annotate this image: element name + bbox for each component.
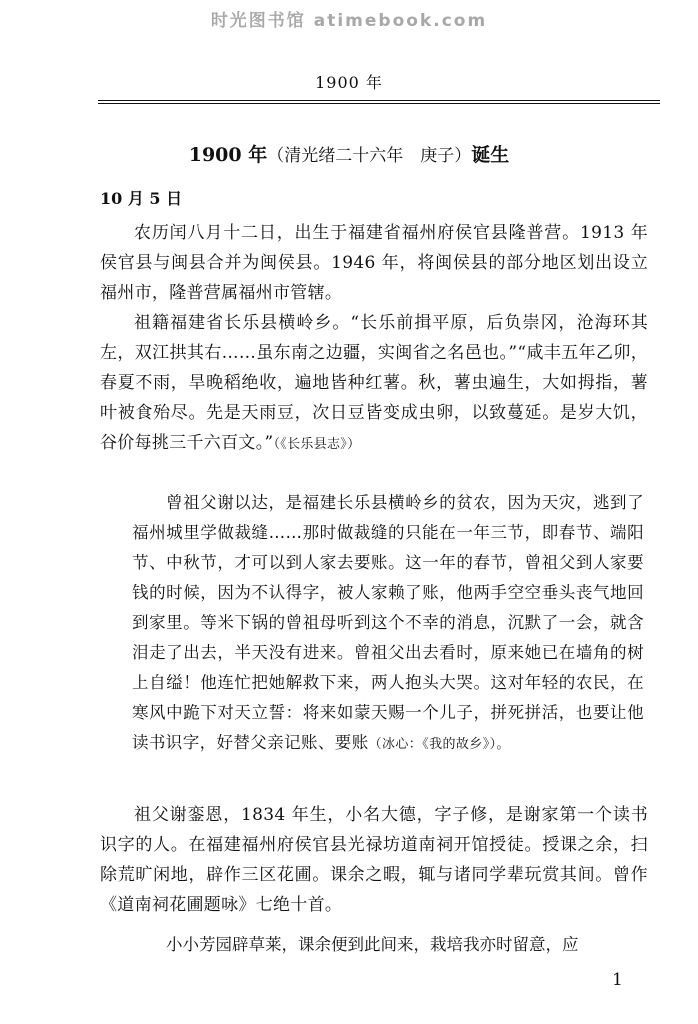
watermark: 时光图书馆 atimebook.com — [210, 11, 488, 31]
running-head: 1900 年 — [315, 73, 383, 92]
entry-date: 10 月 5 日 — [100, 189, 183, 208]
poem-line: 小小芳园辟草莱，课余便到此间来，栽培我亦时留意，应 — [166, 935, 579, 954]
paragraph-ancestry — [100, 308, 648, 460]
section-title-sub: （清光绪二十六年 庚子） — [267, 146, 472, 166]
page-number: 1 — [612, 970, 623, 990]
section-title-main: 1900 年 — [188, 144, 268, 166]
paragraph-ancestry-cite: （《长乐县志》） — [273, 437, 361, 452]
block-quote — [132, 488, 644, 760]
paragraph-birth: 农历闰八月十二日，出生于福建省福州府侯官县隆普营。1913 年侯官县与闽县合并为闽侯县。1946 年，将闽侯县的部分地区划出设立福州市，隆普营属福州市管辖。 — [100, 223, 648, 303]
section-title — [0, 140, 698, 167]
block-quote-cite: （冰心：《我的故乡》）。 — [368, 737, 510, 752]
block-quote-text: 曾祖父谢以达，是福建长乐县横岭乡的贫农，因为天灾，逃到了福州城里学做裁缝……那时做裁缝的只能在一年三节，即春节、端阳节、中秋节，才可以到人家去要账。这一年的春节，曾祖父到人家要钱的时候，因为不认得字，被人家赖了账，他两手空空垂头丧气地回到家里。等米下锅的曾祖母听到这个不幸的消息，沉默了一会，就含泪走了出去，半天没有进来。曾祖父出去看时，原来她已在墙角的树上自缢！他连忙把她解救下来，两人抱头大哭。这对年轻的农民，在寒风中跪下对天立誓：将来如蒙天赐一个儿子，拼死拼活，也要让他读书识字，好替父亲记账、要账 — [132, 493, 644, 752]
paragraph-ancestry-text: 祖籍福建省长乐县横岭乡。“长乐前揖平原，后负崇冈，沧海环其左，双江拱其右……虽东南之边疆，实闽省之名邑也。”“咸丰五年乙卯，春夏不雨，旱晚稻绝收，遍地皆种红薯。秋，薯虫遍生，大如拇指，薯叶被食殆尽。先是天雨豆，次日豆皆变成虫卵，以致蔓延。是岁大饥，谷价每挑三千六百文。” — [100, 313, 648, 453]
section-title-end: 诞生 — [471, 144, 510, 166]
header-rule — [98, 100, 660, 104]
paragraph-grandfather: 祖父谢銮恩，1834 年生，小名大德，字子修，是谢家第一个读书识字的人。在福建福州府侯官县光禄坊道南祠开馆授徒。授课之余，扫除荒旷闲地，辟作三区花圃。课余之暇，辄与诸同学辈玩赏其间。曾作《道南祠花圃题咏》七绝十首。 — [100, 805, 648, 915]
